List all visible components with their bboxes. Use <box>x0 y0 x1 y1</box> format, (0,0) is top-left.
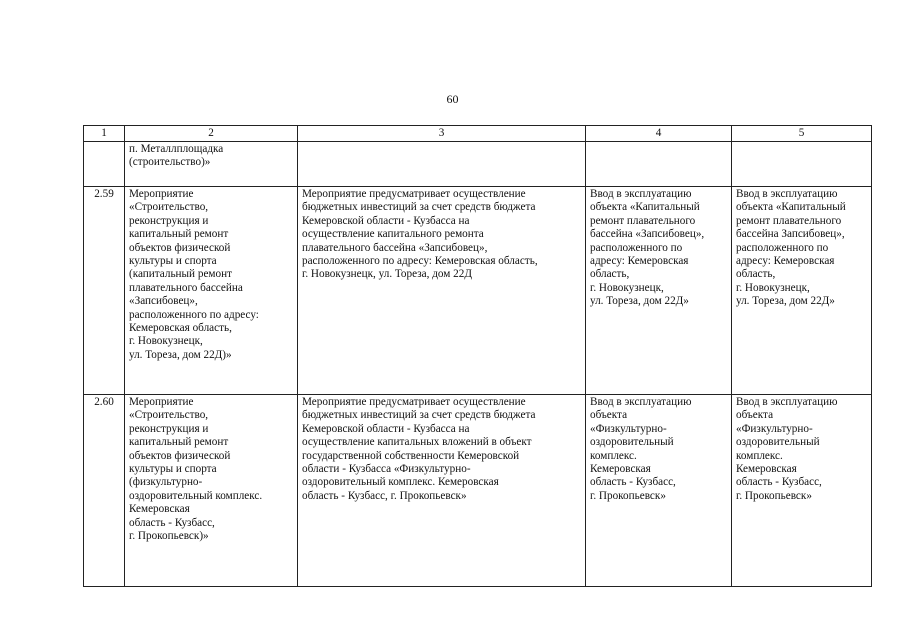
description-cell: Мероприятие предусматривает осуществление бюджетных инвестиций за счет средств бюджета Кемеровской области - Кузбасса на осуществление капитального ремонта плавательного бассейна «Запсибовец», расположенного по адресу: Кемеровская область, г. Новокузнецк, ул. Тореза, дом 22Д <box>298 187 586 395</box>
result-cell-1: Ввод в эксплуатацию объекта «Капитальный ремонт плавательного бассейна «Запсибовец», расположенного по адресу: Кемеровская область, г. Новокузнецк, ул. Тореза, дом 22Д» <box>586 187 732 395</box>
header-cell-1: 1 <box>84 126 125 142</box>
header-cell-4: 4 <box>586 126 732 142</box>
page-number: 60 <box>446 92 459 106</box>
header-cell-3: 3 <box>298 126 586 142</box>
table-row-continuation <box>84 142 872 187</box>
result-cell-2 <box>732 142 872 187</box>
result-cell-1 <box>586 142 732 187</box>
description-cell <box>298 142 586 187</box>
table-header-row <box>84 126 872 142</box>
result-cell-2: Ввод в эксплуатацию объекта «Капитальный ремонт плавательного бассейна Запсибовец», расположенного по адресу: Кемеровская область, г. Новокузнецк, ул. Тореза, дом 22Д» <box>732 187 872 395</box>
row-number-cell <box>84 142 125 187</box>
row-number-cell: 2.60 <box>84 395 125 587</box>
table-row <box>84 187 872 395</box>
table-row <box>84 395 872 587</box>
result-cell-1: Ввод в эксплуатацию объекта «Физкультурно- оздоровительный комплекс. Кемеровская область - Кузбасс, г. Прокопьевск» <box>586 395 732 587</box>
description-cell: Мероприятие предусматривает осуществление бюджетных инвестиций за счет средств бюджета Кемеровской области - Кузбасса на осуществление капитальных вложений в объект государственной собственности Кемеровской области - Кузбасса «Физкультурно- оздоровительный комплекс. Кемеровская область - Кузбасс, г. Прокопьевск» <box>298 395 586 587</box>
document-table <box>83 125 872 587</box>
event-name-cell: Мероприятие «Строительство, реконструкция и капитальный ремонт объектов физической культуры и спорта (физкультурно- оздоровительный комплекс. Кемеровская область - Кузбасс, г. Прокопьевск)» <box>125 395 298 587</box>
header-cell-5: 5 <box>732 126 872 142</box>
header-cell-2: 2 <box>125 126 298 142</box>
event-name-cell: п. Металлплощадка (строительство)» <box>125 142 298 187</box>
result-cell-2: Ввод в эксплуатацию объекта «Физкультурно- оздоровительный комплекс. Кемеровская область - Кузбасс, г. Прокопьевск» <box>732 395 872 587</box>
row-number-cell: 2.59 <box>84 187 125 395</box>
event-name-cell: Мероприятие «Строительство, реконструкция и капитальный ремонт объектов физической культуры и спорта (капитальный ремонт плавательного бассейна «Запсибовец», расположенного по адресу: Кемеровская область, г. Новокузнецк, ул. Тореза, дом 22Д)» <box>125 187 298 395</box>
